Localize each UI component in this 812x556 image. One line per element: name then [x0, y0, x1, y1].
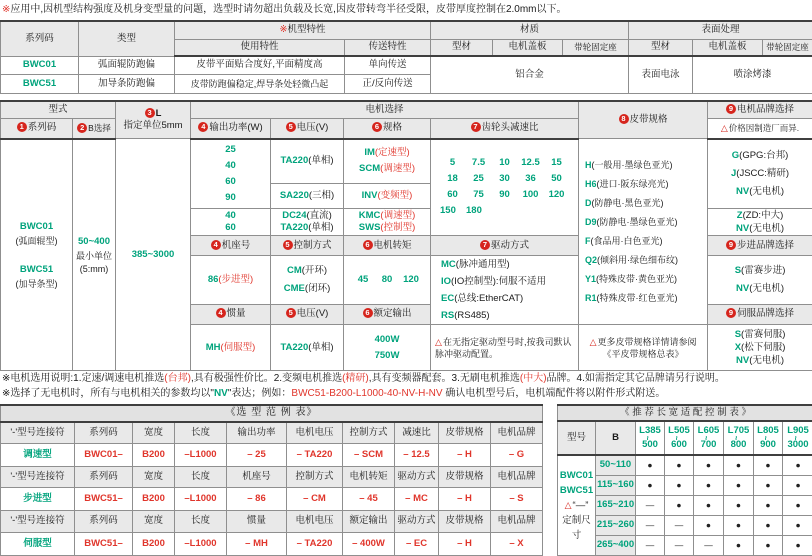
header-b-select: 2 B选择 — [73, 119, 116, 139]
top-usage-note — [2, 3, 812, 17]
stepper-frame-cell: 86(步进型) — [191, 256, 271, 305]
t1-header-mat-pulley: 带轮固定座 — [563, 39, 629, 56]
fit-h-l5: L805 ~ 900 — [754, 421, 783, 455]
header-control-mode: 5 控制方式 — [271, 236, 344, 256]
feature-mark: ※ — [280, 24, 288, 35]
series-code-bwc01: BWC01 — [1, 56, 79, 74]
warning-icon: △ — [435, 337, 442, 347]
fit-b-range: 215~260 — [596, 515, 636, 535]
header-model-group: 型式 — [1, 101, 116, 119]
fit-b-range: 115~160 — [596, 475, 636, 495]
brand-group1-cell: G(GPG:台邦) J(JSCC:精研) NV(无电机) — [708, 139, 812, 209]
belt-spec-list-cell: H(一般用·墨绿色亚光) H6(进口·阪东绿亮光) D(防静电·黑色亚光) D9(防静电·墨绿色亚光) F(食品用·白色亚光) Q2(倾斜用·绿色细布纹) Y1(特殊皮带·黄色亚光) R1(特殊皮带·红色亚光) — [579, 139, 708, 325]
t1-header-surf-pulley: 带轮固定座 — [763, 39, 812, 56]
header-drive-mode: 7 驱动方式 — [431, 236, 579, 256]
t1-header-mat-cover: 电机盖板 — [493, 39, 563, 56]
voltage-ta220-cell: TA220(单相) — [271, 139, 344, 184]
header-stepper-brand: 9 步进品牌选择 — [708, 236, 812, 256]
spec-im-scm-cell: IM(定速型) SCM(调速型) — [344, 139, 431, 184]
type-bwc51: 加导条防跑偏 — [79, 74, 175, 93]
t1-header-feature: ※机型特性 — [175, 21, 431, 39]
ex-label-speed: 调速型 — [1, 443, 75, 466]
gear-ratio-values-cell: 5 7.5 10 12.5 15 18 25 30 36 50 60 75 90 100 120 150 180 — [431, 139, 579, 236]
num-7-icon: 7 — [480, 240, 490, 250]
num-2-icon: 2 — [77, 123, 87, 133]
fit-model-cell: BWC01 BWC51 △“—” 定制尺寸 — [558, 455, 596, 555]
ex-h-width: 宽度 — [133, 422, 175, 444]
header-rated-output: 6 额定输出 — [344, 304, 431, 324]
num-9-icon: 9 — [726, 308, 736, 318]
num-6-icon: 6 — [372, 122, 382, 132]
ex-h-series: 系列码 — [75, 422, 133, 444]
transfer-bwc51: 正/反向传送 — [345, 74, 431, 93]
no-motor-note: ※选择了无电机时，所有与电机相关的参数均以"NV"表达；例如：BWC51-B200-L1000-40-NV-H-NV 确认电机型号后，电机端配件将以附件形式附送。 — [2, 387, 810, 401]
selection-example-table: 《选 型 范 例 表》 '-'型号连接符 系列码 宽度 长度 输出功率 电机电压 控制方式 减速比 皮带规格 电机品牌 调速型 BWC01– B200 –L1000 – 25 – TA220 – SCM – 12.5 – H – G '-'型号连接符 系列码 宽度 长度 机座号 控制方式 电机转矩 驱动方式 皮带规格 电机品牌 步进型 BWC51– B200 –L1000 – 86 – CM – 45 – MC – H – S '-'型号连接符 系列码 宽度 长度 惯量 电机电压 额定输出 驱动方式 皮带规格 电机品牌 伺服型 BWC51– B200 –L1000 – MH – TA220 – 400W – EC – H – X — [0, 404, 543, 556]
fit-h-l1: L385 ~ 500 — [636, 421, 665, 455]
header-frame-size: 4 机座号 — [191, 236, 271, 256]
drive-default-note: △在无指定驱动型号时,按我司默认脉冲驱动配置。 — [431, 325, 579, 371]
num-4-icon: 4 — [198, 122, 208, 132]
ex-label-servo: 伺服型 — [1, 532, 75, 555]
ex-label-stepper: 步进型 — [1, 488, 75, 511]
num-5-icon: 5 — [286, 308, 296, 318]
series-cell: BWC01 (弧面辊型) BWC51 (加导条型) — [1, 139, 73, 371]
num-4-icon: 4 — [211, 240, 221, 250]
warning-icon: △ — [721, 123, 728, 133]
use-feature-bwc51: 皮带防跑偏稳定,焊导条处轻微凸起 — [175, 74, 345, 93]
surface-paint-value: 喷涂烤漆 — [693, 56, 812, 93]
note-mark: ※ — [2, 4, 10, 15]
example-table-title: 《选 型 范 例 表》 — [1, 405, 543, 422]
header-length: 3 L 指定单位5mm — [116, 101, 191, 139]
recommended-fit-table: 《 推 荐 长 宽 适 配 控 制 表 》 型号 B L385 ~ 500 L505 ~ 600 L605 ~ 700 L705 ~ 800 L805 ~ 900 L905 ~ 3000 BWC01 BWC51 △“—” 定制尺寸 50~110 ● ● ● ● ● ● 115~160 ● ● ● ● ● ● 165~210 — ● ● ● ● ● 215~260 — — ● ● ● ● 265~400 — — — ● ● ● — [557, 404, 812, 556]
t1-header-type: 类型 — [79, 21, 175, 56]
header-gear-ratio: 7 齿轮头减速比 — [431, 119, 579, 139]
num-5-icon: 5 — [283, 240, 293, 250]
ex-h-connector: '-'型号连接符 — [1, 422, 75, 444]
header-series-code: 1 系列码 — [1, 119, 73, 139]
surface-profile-value: 表面电泳 — [629, 56, 693, 93]
t1-header-series: 系列码 — [1, 21, 79, 56]
top-note-text: 应用中,因机型结构强度及机身变型量的问题，选型时请勿超出负载及长宽,因皮带转弯半径受限，皮带厚度控制在2.0mm以下。 — [10, 4, 566, 15]
num-3-icon: 3 — [145, 108, 155, 118]
num-9-icon: 9 — [726, 104, 736, 114]
header-output-power: 4 输出功率(W) — [191, 119, 271, 139]
servo-rated-cell: 400W 750W — [344, 325, 431, 371]
power-group2-cell: 40 60 — [191, 209, 271, 236]
warning-icon: △ — [590, 337, 597, 347]
ex-h-spec: 控制方式 — [343, 422, 395, 444]
t1-header-transfer: 传送特性 — [345, 39, 431, 56]
brand-group3-cell: S(雷赛步进) NV(无电机) — [708, 256, 812, 305]
header-belt-spec: 8 皮带规格 — [579, 101, 708, 139]
fit-table-title: 《 推 荐 长 宽 适 配 控 制 表 》 — [558, 405, 812, 421]
series-code-bwc51: BWC51 — [1, 74, 79, 93]
type-bwc01: 弧面辊防跑偏 — [79, 56, 175, 74]
num-6-icon: 6 — [363, 240, 373, 250]
t1-header-use: 使用特性 — [175, 39, 345, 56]
num-5-icon: 5 — [286, 122, 296, 132]
servo-voltage-cell: TA220(单相) — [271, 325, 344, 371]
header-brand-select: 9 电机品牌选择 — [708, 101, 812, 119]
num-7-icon: 7 — [471, 122, 481, 132]
fit-b-range: 165~210 — [596, 495, 636, 515]
ex-h-brand: 电机品牌 — [491, 422, 543, 444]
header-inertia: 4 惯量 — [191, 304, 271, 324]
series-feature-table — [0, 20, 812, 94]
ex-h-power: 输出功率 — [227, 422, 287, 444]
use-feature-bwc01: 皮带平面贴合度好,平面精度高 — [175, 56, 345, 74]
fit-h-model: 型号 — [558, 421, 596, 455]
warning-icon: △ — [565, 500, 572, 510]
motor-selection-note: ※电机选用说明:1.定速/调速电机推选(台邦),具有极强性价比。2.变频电机推选(精研),具有变频器配套。3.无刷电机推选(中大)品牌。4.如需指定其它品牌请另行说明。 — [2, 372, 810, 386]
fit-h-l6: L905 ~ 3000 — [783, 421, 812, 455]
voltage-dc24-cell: DC24(直流) TA220(单相) — [271, 209, 344, 236]
num-8-icon: 8 — [619, 114, 629, 124]
b-select-cell: 50~400 最小单位 (5:mm) — [73, 139, 116, 371]
ex-h-voltage: 电机电压 — [287, 422, 343, 444]
belt-more-note: △更多皮带规格详情请参阅《平皮带规格总表》 — [579, 325, 708, 371]
num-9-icon: 9 — [726, 240, 736, 250]
header-spec: 6 规格 — [344, 119, 431, 139]
material-value: 铝合金 — [431, 56, 629, 93]
ex-h-length: 长度 — [175, 422, 227, 444]
ex-h-belt: 皮带规格 — [439, 422, 491, 444]
brand-group2-cell: Z(ZD:中大) NV(无电机) — [708, 209, 812, 236]
fit-b-range: 265~400 — [596, 535, 636, 555]
brand-group4-cell: S(雷赛伺服) X(松下伺服) NV(无电机) — [708, 325, 812, 371]
transfer-bwc01: 单向传送 — [345, 56, 431, 74]
header-servo-brand: 9 伺服品牌选择 — [708, 304, 812, 324]
spec-kmc-sws-cell: KMC(调速型) SWS(控制型) — [344, 209, 431, 236]
header-servo-voltage: 5 电压(V) — [271, 304, 344, 324]
t1-header-surf-profile: 型材 — [629, 39, 693, 56]
voltage-sa220-cell: SA220(三相) — [271, 184, 344, 209]
fit-h-b: B — [596, 421, 636, 455]
model-selection-table — [0, 100, 812, 372]
spec-inv-cell: INV(变频型) — [344, 184, 431, 209]
servo-inertia-cell: MH(伺服型) — [191, 325, 271, 371]
num-6-icon: 6 — [363, 308, 373, 318]
t1-header-material: 材质 — [431, 21, 629, 39]
header-motor-torque: 6 电机转矩 — [344, 236, 431, 256]
power-group1-cell: 25 40 60 90 — [191, 139, 271, 209]
num-4-icon: 4 — [216, 308, 226, 318]
t1-header-surface: 表面处理 — [629, 21, 812, 39]
fit-h-l3: L605 ~ 700 — [694, 421, 724, 455]
t1-header-mat-profile: 型材 — [431, 39, 493, 56]
fit-h-l4: L705 ~ 800 — [724, 421, 754, 455]
header-brand-price-note: △价格因制造厂而异. — [708, 119, 812, 139]
fit-b-range: 50~110 — [596, 455, 636, 475]
ex-h-ratio: 减速比 — [395, 422, 439, 444]
header-voltage: 5 电压(V) — [271, 119, 344, 139]
stepper-torque-cell: 45 80 120 — [344, 256, 431, 305]
drive-mode-list-cell: MC(脉冲通用型) IO(IO控制型):伺服不适用 EC(总线:EtherCAT) RS(RS485) — [431, 256, 579, 325]
stepper-control-cell: CM(开环) CME(闭环) — [271, 256, 344, 305]
header-motor-select: 电机选择 — [191, 101, 579, 119]
length-range-cell: 385~3000 — [116, 139, 191, 371]
t1-header-surf-cover: 电机盖板 — [693, 39, 763, 56]
fit-h-l2: L505 ~ 600 — [665, 421, 694, 455]
num-1-icon: 1 — [17, 122, 27, 132]
